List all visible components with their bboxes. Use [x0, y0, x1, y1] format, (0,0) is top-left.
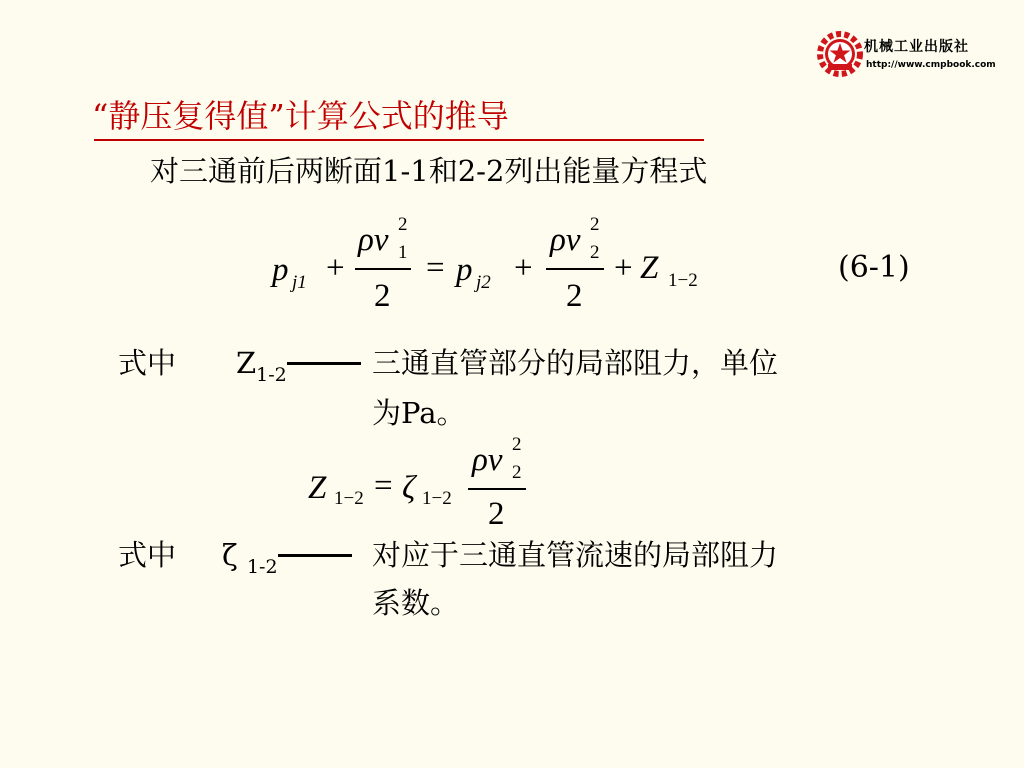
slide-title: “静压复得值”计算公式的推导 — [92, 97, 509, 135]
eq1-frac2-sub: 2 — [590, 242, 600, 263]
publisher-url[interactable]: http://www.cmpbook.com — [866, 60, 996, 70]
eq2-frac-sub: 2 — [512, 462, 522, 483]
def2-label: 式中 — [118, 538, 177, 572]
eq1-p1-sub: j1 — [292, 272, 307, 293]
eq1-plus-2: + — [514, 250, 533, 286]
eq2-frac-bar — [468, 488, 526, 490]
eq1-p2: p — [456, 252, 473, 288]
eq1-Z-sub: 1−2 — [668, 270, 698, 291]
eq1-frac2-num: ρv — [550, 222, 581, 258]
gear-icon — [820, 34, 860, 74]
eq1-frac2-bar — [546, 268, 604, 270]
em-dash — [278, 554, 352, 557]
eq1-p2-sub: j2 — [476, 272, 491, 293]
title-underline — [94, 139, 704, 141]
eq1-p1: p — [272, 252, 289, 288]
eq1-equals: = — [426, 250, 445, 286]
eq1-frac1-bar — [355, 268, 411, 270]
eq2-Z-sub: 1−2 — [334, 488, 364, 509]
eq2-zeta-sub: 1−2 — [422, 488, 452, 509]
eq1-frac2-den: 2 — [566, 278, 583, 314]
def1-text-line1: 三通直管部分的局部阻力，单位 — [372, 346, 779, 380]
eq2-frac-den: 2 — [488, 496, 505, 532]
em-dash — [287, 362, 361, 365]
eq1-frac1-sub: 1 — [398, 242, 408, 263]
eq2-frac-sq: 2 — [512, 434, 522, 455]
def2-text-line1: 对应于三通直管流速的局部阻力 — [372, 538, 779, 572]
equation-number: (6-1) — [838, 250, 910, 285]
def1-text-line2: 为Pa。 — [372, 396, 466, 430]
eq1-Z: Z — [640, 250, 659, 286]
eq2-frac-num: ρv — [472, 442, 503, 478]
publisher-name: 机械工业出版社 — [864, 39, 969, 55]
eq1-frac2-sq: 2 — [590, 214, 600, 235]
intro-text: 对三通前后两断面1-1和2-2列出能量方程式 — [150, 154, 708, 188]
eq2-zeta: ζ — [402, 470, 416, 506]
def2-text-line2: 系数。 — [372, 586, 460, 620]
eq2-equals: = — [374, 468, 393, 504]
def2-symbol: ζ $_{1-2}$ — [222, 536, 352, 586]
eq1-frac1-den: 2 — [374, 278, 391, 314]
eq2-Z: Z — [308, 470, 327, 506]
eq1-plus-3: + — [614, 250, 633, 286]
eq1-plus-1: + — [326, 250, 345, 286]
eq1-frac1-num: ρv — [358, 222, 389, 258]
eq1-frac1-sq: 2 — [398, 214, 408, 235]
def1-label: 式中 — [118, 346, 177, 380]
def1-symbol: $Z_{1-2}$ — [236, 344, 361, 394]
